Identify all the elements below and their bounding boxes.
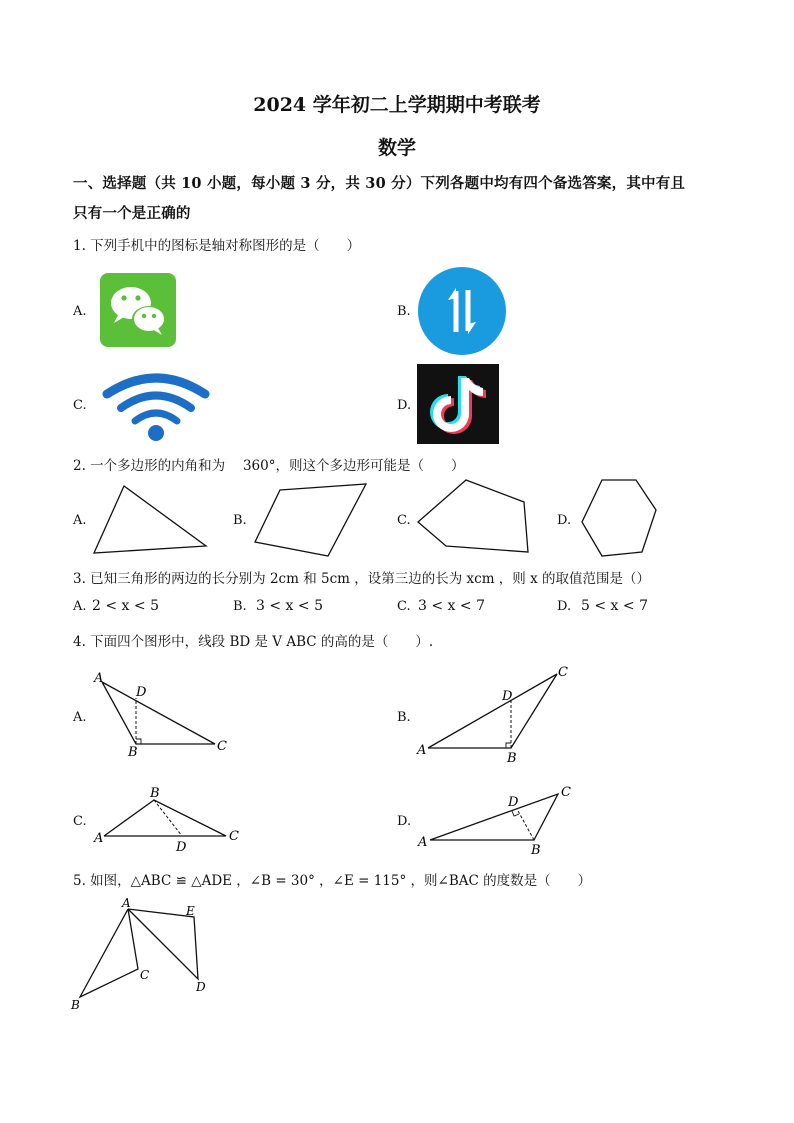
q4d-point-d: D xyxy=(508,795,519,810)
q2-option-b-label: B. xyxy=(233,513,247,528)
question-4-text: 4. 下面四个图形中，线段 BD 是 V ABC 的高的是（ ）. xyxy=(73,634,434,650)
q3-option-c-label: C. xyxy=(397,599,411,614)
q4-option-c-label: C. xyxy=(73,814,87,829)
question-5-text: 5. 如图，△ABC ≌ △ADE ，∠B = 30° ，∠E = 115° ，则∠BAC 的度数是（ ） xyxy=(73,873,592,889)
section-heading-line2: 只有一个是正确的 xyxy=(73,205,191,222)
q3-option-b-label: B. xyxy=(233,599,247,614)
q4c-point-b: B xyxy=(150,786,160,801)
q5-point-e: E xyxy=(186,904,195,918)
q4b-point-b: B xyxy=(507,751,517,766)
q4a-point-c: C xyxy=(217,739,227,754)
section-heading-line1: 一、选择题（共 10 小题，每小题 3 分，共 30 分）下列各题中均有四个备选答案，其中有且 xyxy=(73,175,686,192)
q2-option-a-label: A. xyxy=(73,513,87,528)
q4-figure-a xyxy=(90,668,240,762)
q4-figure-b xyxy=(414,660,574,768)
q4d-point-b: B xyxy=(531,843,541,858)
q3-option-d-label: D. xyxy=(557,599,572,614)
q4d-point-a: A xyxy=(418,835,428,850)
q4-option-a-label: A. xyxy=(73,710,87,725)
question-3-text: 3. 已知三角形的两边的长分别为 2cm 和 5cm ，设第三边的长为 xcm ，则 x 的取值范围是（） xyxy=(73,571,650,587)
q4-figure-d xyxy=(414,780,584,860)
q4b-point-a: A xyxy=(417,743,427,758)
q4d-point-c: C xyxy=(561,785,571,800)
q2-hexagon-figure xyxy=(578,476,660,560)
q5-congruent-triangles-figure xyxy=(66,893,226,1019)
subject-title: 数学 xyxy=(377,137,416,159)
q4a-point-d: D xyxy=(136,685,147,700)
q1-option-c-label: C. xyxy=(73,398,87,413)
q3-option-b-value: 3 < x < 5 xyxy=(256,598,323,614)
q4-option-d-label: D. xyxy=(397,814,412,829)
question-1-text: 1. 下列手机中的图标是轴对称图形的是（ ） xyxy=(73,238,361,254)
q4a-point-a: A xyxy=(94,671,104,686)
q3-option-d-value: 5 < x < 7 xyxy=(581,598,648,614)
q2-triangle-figure xyxy=(88,482,213,558)
wechat-icon xyxy=(100,273,176,351)
q2-option-d-label: D. xyxy=(557,513,572,528)
wifi-icon xyxy=(101,368,211,448)
tiktok-icon xyxy=(417,364,499,448)
q1-option-a-label: A. xyxy=(73,304,87,319)
q2-option-c-label: C. xyxy=(397,513,411,528)
transfer-arrows-icon xyxy=(416,266,508,360)
q4-figure-c xyxy=(90,782,250,858)
q5-point-d: D xyxy=(196,980,206,994)
q1-option-d-label: D. xyxy=(397,398,412,413)
q4c-point-d: D xyxy=(176,840,187,855)
q2-quadrilateral-figure xyxy=(250,480,370,560)
q3-option-c-value: 3 < x < 7 xyxy=(418,598,485,614)
q4b-point-d: D xyxy=(502,689,513,704)
q4-option-b-label: B. xyxy=(397,710,411,725)
q3-option-a-value: 2 < x < 5 xyxy=(92,598,159,614)
q5-point-c: C xyxy=(140,968,150,982)
q1-option-b-label: B. xyxy=(397,304,411,319)
q4c-point-a: A xyxy=(94,831,104,846)
exam-title: 2024 学年初二上学期期中考联考 xyxy=(253,94,541,116)
q3-option-a-label: A. xyxy=(73,599,87,614)
question-2-text: 2. 一个多边形的内角和为 360°，则这个多边形可能是（ ） xyxy=(73,458,465,474)
q4a-point-b: B xyxy=(128,745,138,760)
q5-point-b: B xyxy=(71,998,80,1012)
q2-pentagon-figure xyxy=(414,476,534,558)
q4b-point-c: C xyxy=(558,665,568,680)
q4c-point-c: C xyxy=(229,829,239,844)
q5-point-a: A xyxy=(122,896,131,910)
